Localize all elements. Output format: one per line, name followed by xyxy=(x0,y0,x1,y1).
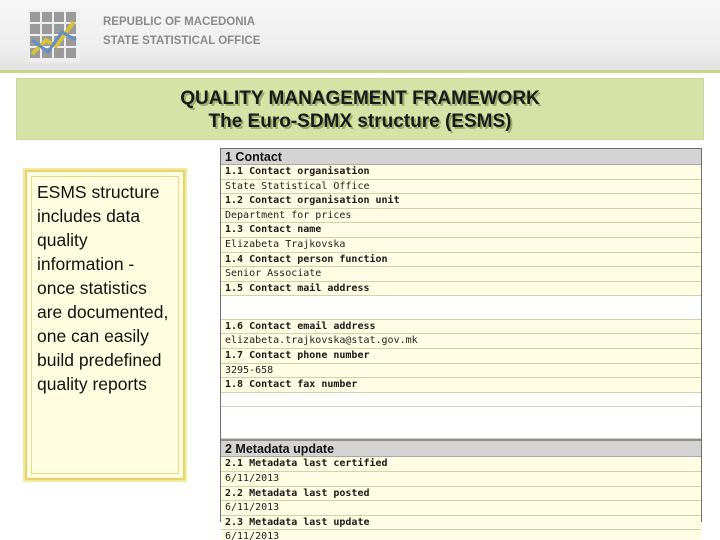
field-value: Department for prices xyxy=(221,209,701,224)
field-label: 2.1 Metadata last certified xyxy=(221,457,701,472)
field-label: 1.4 Contact person function xyxy=(221,253,701,268)
esms-structure-panel xyxy=(220,148,702,540)
field-label: 2.3 Metadata last update xyxy=(221,516,701,531)
field-label: 1.7 Contact phone number xyxy=(221,349,701,364)
field-label: 1.2 Contact organisation unit xyxy=(221,194,701,209)
title-box xyxy=(16,78,704,140)
header-office: STATE STATISTICAL OFFICE xyxy=(103,35,261,47)
section-heading: 2 Metadata update xyxy=(221,441,701,457)
field-value: Elizabeta Trajkovska xyxy=(221,238,701,253)
field-value: Senior Associate xyxy=(221,267,701,282)
field-value: 6/11/2013 xyxy=(221,530,701,540)
page-subtitle: The Euro-SDMX structure (ESMS) xyxy=(208,111,512,132)
field-value: State Statistical Office xyxy=(221,180,701,195)
callout-box xyxy=(25,170,185,480)
page-title: QUALITY MANAGEMENT FRAMEWORK xyxy=(180,88,540,109)
field-label: 1.8 Contact fax number xyxy=(221,378,701,393)
blank-row xyxy=(221,407,701,439)
field-value: elizabeta.trajkovska@stat.gov.mk xyxy=(221,334,701,349)
header-band xyxy=(0,0,720,70)
field-label: 2.2 Metadata last posted xyxy=(221,487,701,502)
field-value: 3295-658 xyxy=(221,364,701,379)
header-text xyxy=(103,13,260,51)
header-country: REPUBLIC OF MACEDONIA xyxy=(103,16,256,28)
header-divider xyxy=(0,70,720,73)
callout-text: ESMS structure includes data quality information - once statistics are documented, one can easily build predefined quality reports xyxy=(37,182,169,394)
statistical-office-logo-icon xyxy=(28,10,80,62)
field-label: 1.1 Contact organisation xyxy=(221,165,701,180)
field-value: 6/11/2013 xyxy=(221,501,701,516)
field-label: 1.3 Contact name xyxy=(221,223,701,238)
field-value xyxy=(221,393,701,408)
field-label: 1.6 Contact email address xyxy=(221,320,701,335)
field-value: 6/11/2013 xyxy=(221,472,701,487)
field-label: 1.5 Contact mail address xyxy=(221,282,701,297)
section-heading: 1 Contact xyxy=(221,149,701,165)
field-value xyxy=(221,296,701,319)
